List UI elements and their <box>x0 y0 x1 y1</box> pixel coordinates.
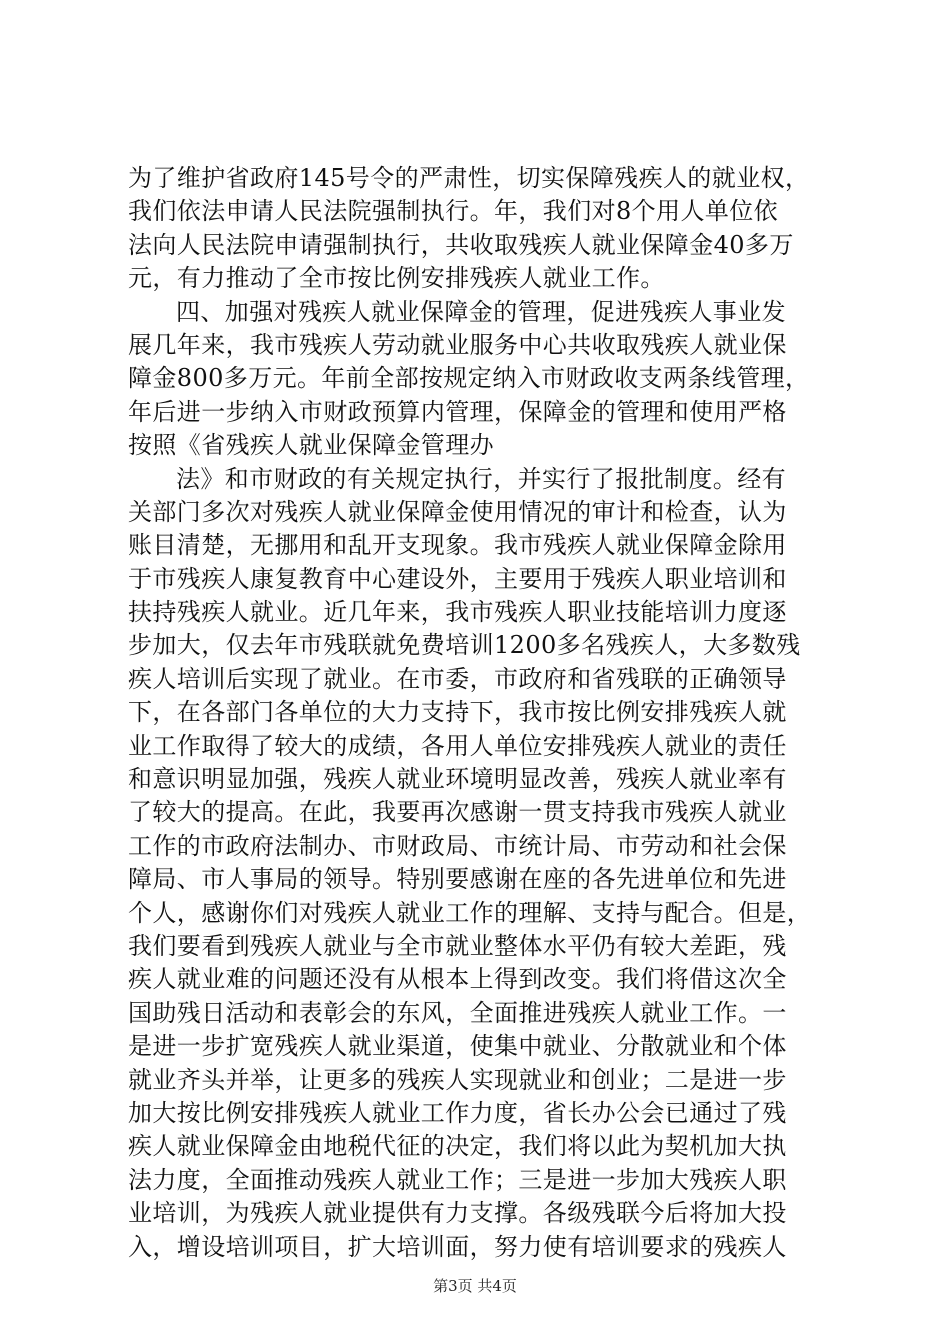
text-line: 年后进一步纳入市财政预算内管理，保障金的管理和使用严格 <box>128 397 787 426</box>
text-line: 步加大，仅去年市残联就免费培训1200多名残疾人，大多数残 <box>128 631 801 660</box>
text-line: 我们依法申请人民法院强制执行。年，我们对8个用人单位依 <box>128 197 779 226</box>
text-line: 关部门多次对残疾人就业保障金使用情况的审计和检查，认为 <box>128 497 787 526</box>
text-line: 疾人就业难的问题还没有从根本上得到改变。我们将借这次全 <box>128 965 787 994</box>
text-line: 按照《省残疾人就业保障金管理办 <box>128 431 494 460</box>
text-line: 下，在各部门各单位的大力支持下，我市按比例安排残疾人就 <box>128 698 787 727</box>
text-line: 于市残疾人康复教育中心建设外，主要用于残疾人职业培训和 <box>128 564 787 593</box>
text-line: 扶持残疾人就业。近几年来，我市残疾人职业技能培训力度逐 <box>128 598 787 627</box>
text-line: 了较大的提高。在此，我要再次感谢一贯支持我市残疾人就业 <box>128 798 787 827</box>
text-line: 法》和市财政的有关规定执行，并实行了报批制度。经有 <box>176 464 786 493</box>
text-line: 我们要看到残疾人就业与全市就业整体水平仍有较大差距，残 <box>128 931 787 960</box>
text-line: 疾人就业保障金由地税代征的决定，我们将以此为契机加大执 <box>128 1132 787 1161</box>
text-line: 元，有力推动了全市按比例安排残疾人就业工作。 <box>128 264 665 293</box>
text-line: 是进一步扩宽残疾人就业渠道，使集中就业、分散就业和个体 <box>128 1032 787 1061</box>
text-line: 障局、市人事局的领导。特别要感谢在座的各先进单位和先进 <box>128 865 787 894</box>
text-line: 业培训，为残疾人就业提供有力支撑。各级残联今后将加大投 <box>128 1199 787 1228</box>
text-line: 和意识明显加强，残疾人就业环境明显改善，残疾人就业率有 <box>128 765 787 794</box>
text-line: 加大按比例安排残疾人就业工作力度，省长办公会已通过了残 <box>128 1098 787 1127</box>
text-line: 业工作取得了较大的成绩，各用人单位安排残疾人就业的责任 <box>128 731 787 760</box>
text-line: 入，增设培训项目，扩大培训面，努力使有培训要求的残疾人 <box>128 1232 787 1261</box>
text-line: 四、加强对残疾人就业保障金的管理，促进残疾人事业发 <box>176 297 786 326</box>
text-line: 障金800多万元。年前全部按规定纳入市财政收支两条线管理， <box>128 364 810 393</box>
body-text <box>128 162 828 1264</box>
text-line: 法向人民法院申请强制执行，共收取残疾人就业保障金40多万 <box>128 230 794 259</box>
page-footer: 第3页 共4页 <box>433 1277 517 1295</box>
text-line: 账目清楚，无挪用和乱开支现象。我市残疾人就业保障金除用 <box>128 531 787 560</box>
text-line: 个人，感谢你们对残疾人就业工作的理解、支持与配合。但是， <box>128 898 812 927</box>
text-line: 法力度，全面推动残疾人就业工作；三是进一步加大残疾人职 <box>128 1165 787 1194</box>
text-line: 工作的市政府法制办、市财政局、市统计局、市劳动和社会保 <box>128 831 787 860</box>
text-line: 国助残日活动和表彰会的东风，全面推进残疾人就业工作。一 <box>128 998 787 1027</box>
text-line: 疾人培训后实现了就业。在市委，市政府和省残联的正确领导 <box>128 664 787 693</box>
text-line: 就业齐头并举，让更多的残疾人实现就业和创业；二是进一步 <box>128 1065 787 1094</box>
text-line: 展几年来，我市残疾人劳动就业服务中心共收取残疾人就业保 <box>128 330 787 359</box>
text-line: 为了维护省政府145号令的严肃性，切实保障残疾人的就业权， <box>128 164 810 192</box>
